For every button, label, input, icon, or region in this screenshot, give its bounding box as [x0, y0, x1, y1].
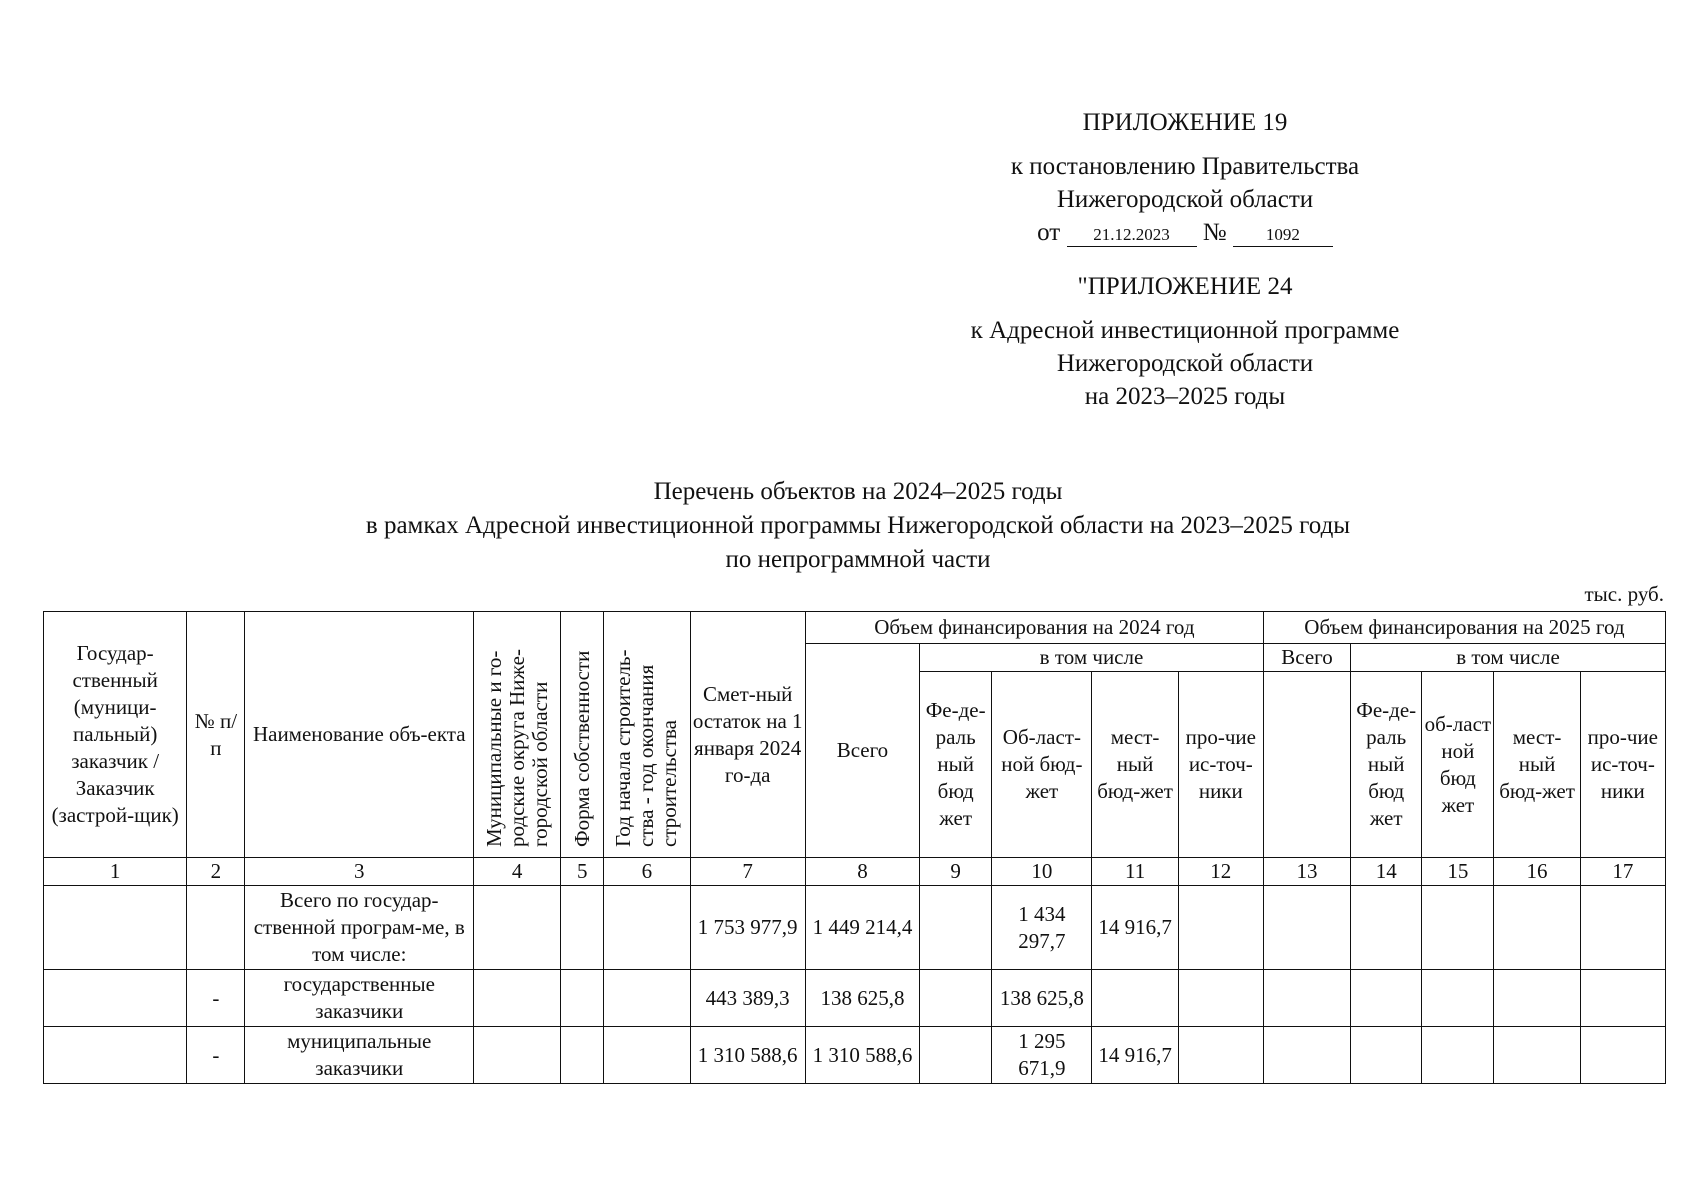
cell-local-2025	[1494, 886, 1580, 970]
header-local-2024: мест-ный бюд-жет	[1092, 672, 1178, 858]
cell-customer	[44, 970, 187, 1027]
cell-total-2025	[1263, 1027, 1350, 1084]
table-row	[44, 970, 1666, 1027]
header-blank-2025	[1263, 672, 1350, 858]
cell-number: -	[187, 1027, 245, 1084]
cell-other-2025	[1580, 970, 1665, 1027]
cell-federal-2025	[1351, 886, 1422, 970]
header-number: № п/п	[187, 612, 245, 858]
title-line-2: в рамках Адресной инвестиционной программы Нижегородской области на 2023–2025 годы	[365, 512, 1351, 539]
header-local-2025: мест-ный бюд-жет	[1494, 672, 1580, 858]
cell-other-2025	[1580, 1027, 1665, 1084]
appendix-24-number: "ПРИЛОЖЕНИЕ 24	[1077, 273, 1293, 300]
header-districts-text: Муниципальные и го-родские округа Ниже-городской области	[481, 649, 552, 847]
appendix-24-header	[860, 270, 1510, 303]
cell-balance: 1 310 588,6	[690, 1027, 805, 1084]
header-incl-2025: в том числе	[1351, 644, 1666, 672]
cell-local-2025	[1494, 1027, 1580, 1084]
cell-local-2024	[1092, 970, 1178, 1027]
decree-line-2: Нижегородской области	[1056, 186, 1314, 213]
header-federal-2024: Фе-де-раль ный бюд жет	[920, 672, 992, 858]
decree-reference	[860, 150, 1510, 249]
decree-date-number-row	[860, 216, 1510, 249]
col-number-10: 10	[992, 858, 1092, 886]
col-number-17: 17	[1580, 858, 1665, 886]
cell-ownership	[561, 1027, 604, 1084]
cell-federal-2025	[1351, 1027, 1422, 1084]
header-regional-2025: об-ласт ной бюд жет	[1422, 672, 1494, 858]
program-line-2: Нижегородской области	[1056, 350, 1314, 377]
table-row	[44, 886, 1666, 970]
cell-total-2025	[1263, 886, 1350, 970]
col-number-12: 12	[1178, 858, 1263, 886]
cell-years	[604, 970, 690, 1027]
col-number-4: 4	[474, 858, 561, 886]
header-fin-2024: Объем финансирования на 2024 год	[805, 612, 1263, 644]
header-ownership-text: Форма собственности	[569, 650, 594, 847]
cell-federal-2024	[920, 1027, 992, 1084]
header-regional-2024: Об-ласт-ной бюд-жет	[992, 672, 1092, 858]
header-balance: Смет-ный остаток на 1 января 2024 го-да	[690, 612, 805, 858]
cell-other-2024	[1178, 970, 1263, 1027]
col-number-7: 7	[690, 858, 805, 886]
header-total-2024: Всего	[805, 644, 919, 858]
header-ownership	[561, 612, 604, 858]
appendix-number: ПРИЛОЖЕНИЕ 19	[1082, 109, 1288, 136]
cell-object-name: Всего по государ-ственной програм-ме, в том числе:	[245, 886, 474, 970]
cell-districts	[474, 970, 561, 1027]
cell-ownership	[561, 886, 604, 970]
cell-number: -	[187, 970, 245, 1027]
program-reference	[860, 314, 1510, 413]
col-number-14: 14	[1351, 858, 1422, 886]
document-title	[43, 475, 1673, 577]
col-number-8: 8	[805, 858, 919, 886]
header-incl-2024: в том числе	[920, 644, 1264, 672]
col-number-1: 1	[44, 858, 187, 886]
units-label: тыс. руб.	[1584, 582, 1664, 606]
header-years-text: Год начала строитель-ства - год окончания строительства	[611, 649, 682, 847]
col-number-13: 13	[1263, 858, 1350, 886]
header-object-name: Наименование объ-екта	[245, 612, 474, 858]
col-number-15: 15	[1422, 858, 1494, 886]
decree-number: 1092	[1233, 224, 1333, 247]
decree-line-1: к постановлению Правительства	[1010, 153, 1360, 180]
cell-object-name: муниципальные заказчики	[245, 1027, 474, 1084]
cell-federal-2024	[920, 970, 992, 1027]
cell-regional-2025	[1422, 970, 1494, 1027]
cell-years	[604, 1027, 690, 1084]
cell-local-2024: 14 916,7	[1092, 1027, 1178, 1084]
col-number-6: 6	[604, 858, 690, 886]
cell-number	[187, 886, 245, 970]
col-number-9: 9	[920, 858, 992, 886]
cell-regional-2024: 1 434 297,7	[992, 886, 1092, 970]
cell-other-2024	[1178, 886, 1263, 970]
header-years	[604, 612, 690, 858]
decree-date: 21.12.2023	[1067, 224, 1197, 247]
title-line-3: по непрограммной части	[725, 546, 991, 573]
header-total-2025: Всего	[1263, 644, 1350, 672]
col-number-5: 5	[561, 858, 604, 886]
cell-regional-2024: 1 295 671,9	[992, 1027, 1092, 1084]
cell-regional-2025	[1422, 886, 1494, 970]
cell-districts	[474, 886, 561, 970]
cell-federal-2025	[1351, 970, 1422, 1027]
title-line-1: Перечень объектов на 2024–2025 годы	[653, 478, 1063, 505]
cell-regional-2025	[1422, 1027, 1494, 1084]
header-other-2025: про-чие ис-точ-ники	[1580, 672, 1665, 858]
cell-customer	[44, 886, 187, 970]
header-fin-2025: Объем финансирования на 2025 год	[1263, 612, 1665, 644]
column-numbers-row	[44, 858, 1666, 886]
cell-total-2024: 1 449 214,4	[805, 886, 919, 970]
cell-local-2024: 14 916,7	[1092, 886, 1178, 970]
header-customer: Государ-ственный (муници-пальный) заказчик / Заказчик (застрой-щик)	[44, 612, 187, 858]
cell-customer	[44, 1027, 187, 1084]
cell-regional-2024: 138 625,8	[992, 970, 1092, 1027]
cell-districts	[474, 1027, 561, 1084]
header-row-1	[44, 612, 1666, 644]
decree-from-label: от	[1037, 219, 1061, 246]
cell-balance: 443 389,3	[690, 970, 805, 1027]
header-federal-2025: Фе-де-раль ный бюд жет	[1351, 672, 1422, 858]
appendix-header	[860, 106, 1510, 139]
program-line-3: на 2023–2025 годы	[1084, 383, 1286, 410]
col-number-2: 2	[187, 858, 245, 886]
cell-total-2024: 1 310 588,6	[805, 1027, 919, 1084]
cell-total-2025	[1263, 970, 1350, 1027]
cell-years	[604, 886, 690, 970]
cell-federal-2024	[920, 886, 992, 970]
objects-table	[43, 611, 1666, 1084]
table-row	[44, 1027, 1666, 1084]
cell-other-2025	[1580, 886, 1665, 970]
cell-local-2025	[1494, 970, 1580, 1027]
cell-other-2024	[1178, 1027, 1263, 1084]
cell-balance: 1 753 977,9	[690, 886, 805, 970]
col-number-11: 11	[1092, 858, 1178, 886]
header-districts	[474, 612, 561, 858]
cell-object-name: государственные заказчики	[245, 970, 474, 1027]
col-number-3: 3	[245, 858, 474, 886]
cell-total-2024: 138 625,8	[805, 970, 919, 1027]
header-other-2024: про-чие ис-точ-ники	[1178, 672, 1263, 858]
cell-ownership	[561, 970, 604, 1027]
program-line-1: к Адресной инвестиционной программе	[970, 317, 1400, 344]
decree-number-label: №	[1202, 219, 1227, 246]
col-number-16: 16	[1494, 858, 1580, 886]
